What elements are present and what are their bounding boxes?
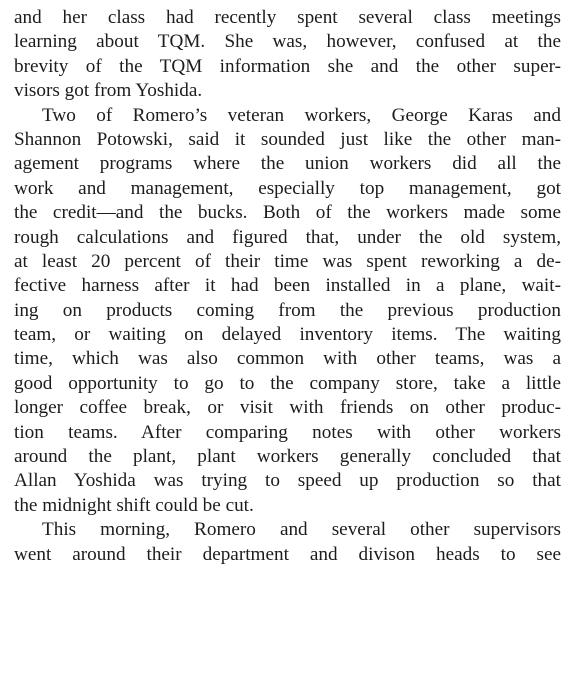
- document-page: [14, 6, 561, 567]
- text-line: at least 20 percent of their time was spent reworking a de-: [14, 250, 561, 272]
- text-line: fective harness after it had been installed in a plane, wait-: [14, 275, 561, 297]
- text-line: brevity of the TQM information she and the other super-: [14, 55, 561, 77]
- text-line: This morning, Romero and several other supervisors: [42, 519, 561, 541]
- text-line: Allan Yoshida was trying to speed up production so that: [14, 470, 561, 492]
- text-line: longer coffee break, or visit with friends on other produc-: [14, 397, 561, 419]
- text-line: around the plant, plant workers generally concluded that: [14, 446, 561, 468]
- text-line: and her class had recently spent several class meetings: [14, 7, 561, 28]
- text-line: the midnight shift could be cut.: [14, 494, 254, 516]
- paragraph-3: [14, 518, 561, 567]
- text-line: went around their department and divison heads to see: [14, 543, 561, 565]
- text-line: tion teams. After comparing notes with other workers: [14, 421, 561, 443]
- text-line: Two of Romero’s veteran workers, George Karas and: [42, 104, 561, 126]
- text-line: time, which was also common with other teams, was a: [14, 348, 561, 370]
- text-line: learning about TQM. She was, however, confused at the: [14, 31, 561, 53]
- paragraph-2: [14, 104, 561, 519]
- paragraph-1: [14, 6, 561, 104]
- text-line: rough calculations and figured that, under the old system,: [14, 226, 561, 248]
- text-line: agement programs where the union workers did all the: [14, 153, 561, 175]
- text-line: visors got from Yoshida.: [14, 80, 203, 102]
- text-line: team, or waiting on delayed inventory items. The waiting: [14, 324, 561, 346]
- text-line: Shannon Potowski, said it sounded just like the other man-: [14, 128, 561, 150]
- text-line: good opportunity to go to the company store, take a little: [14, 372, 561, 394]
- text-line: ing on products coming from the previous production: [14, 299, 561, 321]
- text-line: the credit—and the bucks. Both of the workers made some: [14, 202, 561, 224]
- text-line: work and management, especially top management, got: [14, 177, 561, 199]
